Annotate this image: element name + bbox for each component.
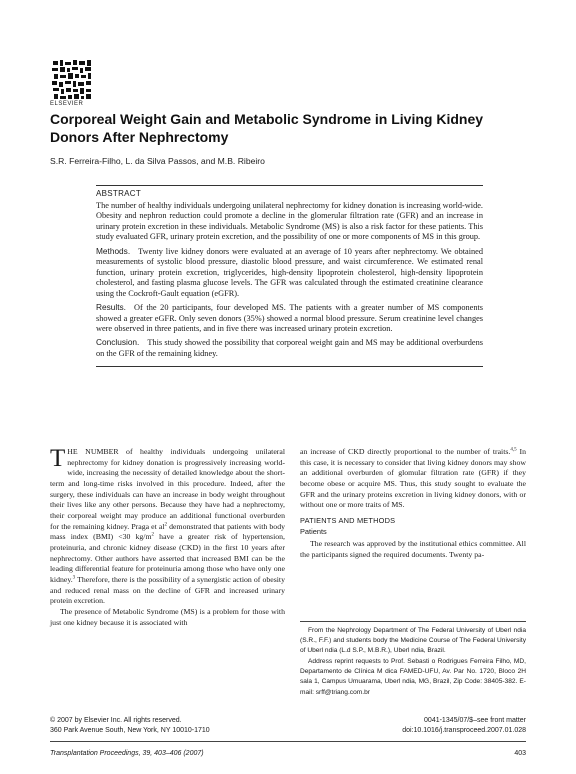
abstract-methods	[96, 246, 483, 299]
publisher-address: 360 Park Avenue South, New York, NY 10010-1710	[50, 726, 210, 734]
affiliation-notes	[300, 621, 526, 699]
abstract-conclusion-label: Conclusion.	[96, 337, 140, 348]
body-p1-a: of healthy individuals undergoing unilateral nephrectomy for kidney donation is progressively increasing world-wide, increasing the necessity of detailed knowledge about the short-term and long-time risks involved in this procedure. Indeed, after the surgery, these individuals can have an increase in body weight throughout their lives like any other persons. Because they have had a nephrectomy, their corporeal weight may produce an additional functional overburden for the remaining kidney. Praga et al	[50, 447, 285, 531]
body-p1-c: have a greater risk of hypertension, proteinuria, and chronic kidney disease (CKD) in the first 10 years after nephrectomy. Other authors have asserted that increased BMI can be the leading differential feature for proteinuria among those who have only one kidney.	[50, 532, 285, 584]
abstract-conclusion	[96, 337, 483, 359]
article-title: Corporeal Weight Gain and Metabolic Syndrome in Living Kidney Donors After Nephrectomy	[50, 111, 484, 145]
drop-cap: T	[50, 445, 66, 472]
body-column-right	[300, 447, 526, 561]
footer-divider	[50, 741, 526, 742]
body-paragraph-1	[50, 447, 285, 607]
body-p1-d: Therefore, there is the possibility of a synergistic action of obesity and reduced renal mass on the decline of GFR and increased urinary protein excretion.	[50, 574, 285, 606]
citation-ref: 2	[164, 522, 168, 527]
journal-running-footer: Transplantation Proceedings, 39, 403–406 (2007)	[50, 750, 204, 757]
body-p1-b: demonstrated that patients with body mass index (BMI) <30 kg/m	[50, 521, 285, 542]
citation-ref: 4,5	[510, 447, 517, 453]
doi-line: doi:10.1016/j.transproceed.2007.01.028	[402, 726, 526, 734]
page-number: 403	[514, 750, 526, 757]
abstract-results	[96, 302, 483, 334]
body-right-a: an increase of CKD directly proportional to the number of traits.	[300, 447, 511, 456]
copyright-line: © 2007 by Elsevier Inc. All rights reserved.	[50, 717, 182, 724]
unit-superscript: 2	[151, 532, 155, 538]
subsection-heading: Patients	[300, 526, 327, 536]
footer-left	[50, 716, 210, 735]
body-column-left	[50, 447, 285, 628]
abstract-methods-text: Twenty live kidney donors were evaluated at an average of 10 years after nephrectomy. We obtained measurements of systolic blood pressure, diastolic blood pressure, and waist circumference. We estimated renal function, urinary protein excretion, triglycerides, high-density lipoprotein cholesterol, high-density lipoprotein cholesterol, and fasting plasma glucose levels. The GFR was calculated through the estimated creatinine clearance using the Cockroft-Gault equation (eGFR).	[96, 246, 483, 298]
body-paragraph-4: The research was approved by the institutional ethics committee. All the participants signed the required documents. Twenty pa-	[300, 539, 526, 559]
abstract-intro: The number of healthy individuals undergoing unilateral nephrectomy for kidney donation is increasing world-wide. Obesity and nephron reduction could promote a decline in the glomerular filtration rate (GFR) and an increase in urinary protein excretion in these individuals. Metabolic Syndrome (MS) is also a risk factor for these patients. This study evaluated GFR, urinary protein excretion, and the possibility of one or more components of MS in this group.	[96, 201, 483, 242]
abstract-methods-label: Methods.	[96, 245, 131, 256]
intro-smallcaps: HE NUMBER	[67, 447, 119, 456]
abstract-results-text: Of the 20 participants, four developed MS. The patients with a greater number of MS components showed a greater eGFR. Only seven donors (35%) showed a normal blood pressure. Serum creatinine level changes were observed in three patients, and in five there was increased urinary protein excretion.	[96, 303, 483, 333]
body-paragraph-3	[300, 447, 526, 511]
affiliation-note: From the Nephrology Department of The Federal University of Uberl ndia (S.R., F.F.) and students body the Medicine Course of The Federal University of Uberl ndia (L.d S.P., M.B.R.), Uberl ndia, Brazil.	[300, 627, 526, 655]
citation-ref: 3	[72, 575, 76, 581]
abstract-heading: ABSTRACT	[96, 189, 142, 198]
publisher-logo-text: ELSEVIER	[50, 101, 84, 107]
article-authors: S.R. Ferreira-Filho, L. da Silva Passos, and M.B. Ribeiro	[50, 156, 265, 166]
footer-right	[402, 716, 526, 735]
issn-line: 0041-1345/07/$–see front matter	[424, 717, 526, 724]
abstract-results-label: Results.	[96, 302, 126, 313]
abstract-conclusion-text: This study showed the possibility that corporeal weight gain and MS may be additional overburdens on the GFR of the remaining kidney.	[96, 338, 483, 358]
abstract-box	[96, 185, 483, 367]
section-heading: PATIENTS AND METHODS	[300, 515, 396, 525]
body-paragraph-2: The presence of Metabolic Syndrome (MS) is a problem for those with just one kidney because it is associated with	[50, 606, 285, 627]
body-right-b: In this case, it is necessary to consider that living kidney donors may show an additional overburden of glomular filtration rate (GFR) if they become obese or acquire MS. Thus, this study sought to evaluate the GFR and the urinary proteins excretion in living kidney donors, with or without one or more traits of MS.	[300, 447, 526, 510]
elsevier-tree-logo	[50, 58, 94, 102]
correspondence-note: Address reprint requests to Prof. Sebasti o Rodrigues Ferreira Filho, MD, Departamento de Clínica M dica FAMED-UFU, Av. Par No. 1720, Bloco 2H sala 1, Campus Umuarama, Uberl ndia, MG, Brazil, Zip Code: 38405-382. E-mail: srff@triang.com.br	[300, 658, 526, 696]
